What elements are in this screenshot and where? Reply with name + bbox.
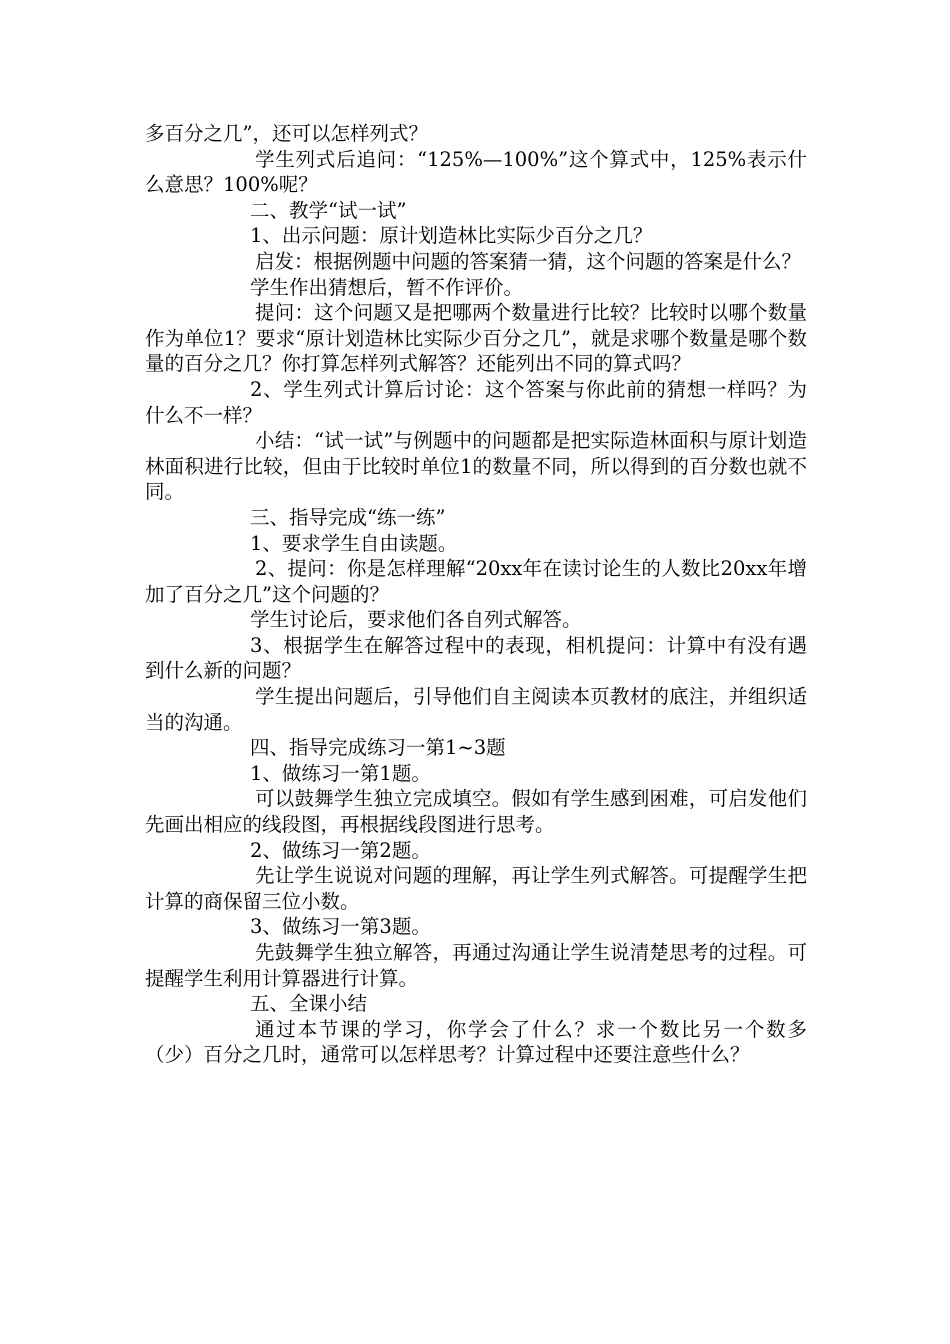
paragraph-exercise-2-note: 先让学生说说对问题的理解，再让学生列式解答。可提醒学生把计算的商保留三位小数。 xyxy=(145,864,807,913)
paragraph-continuation: 多百分之几”，还可以怎样列式？ xyxy=(145,122,428,145)
paragraph-read: 1、要求学生自由读题。 xyxy=(250,531,458,555)
paragraph-exercise-3: 3、做练习一第3题。 xyxy=(250,915,431,939)
section-heading-3: 三、指导完成“练一练” xyxy=(250,505,446,529)
section-heading-4: 四、指导完成练习一第1~3题 xyxy=(250,736,506,760)
paragraph-lesson-summary: 通过本节课的学习，你学会了什么？求一个数比另一个数多（少）百分之几时，通常可以怎样思考？计算过程中还要注意些什么？ xyxy=(145,1017,807,1067)
paragraph-discussion: 2、学生列式计算后讨论：这个答案与你此前的猜想一样吗？为什么不一样？ xyxy=(145,377,807,427)
paragraph-solve: 学生讨论后，要求他们各自列式解答。 xyxy=(250,608,582,632)
paragraph-guess: 学生作出猜想后，暂不作评价。 xyxy=(250,275,524,299)
paragraph-question: 提问：这个问题又是把哪两个数量进行比较？比较时以哪个数量作为单位1？要求“原计划造林比实际少百分之几”，就是求哪个数量是哪个数量的百分之几？你打算怎样列式解答？还能列出不同的算式吗？ xyxy=(145,301,807,376)
paragraph-exercise-1-note: 可以鼓舞学生独立完成填空。假如有学生感到困难，可启发他们先画出相应的线段图，再根据线段图进行思考。 xyxy=(145,787,807,837)
paragraph-footnote: 学生提出问题后，引导他们自主阅读本页教材的底注，并组织适当的沟通。 xyxy=(145,685,807,734)
section-heading-5: 五、全课小结 xyxy=(250,992,368,1016)
paragraph-ask: 2、提问：你是怎样理解“20xx年在读讨论生的人数比20xx年增加了百分之几”这个问题的？ xyxy=(145,557,807,606)
paragraph-summary: 小结：“试一试”与例题中的问题都是把实际造林面积与原计划造林面积进行比较，但由于比较时单位1的数量不同，所以得到的百分数也就不同。 xyxy=(145,429,807,504)
paragraph-exercise-2: 2、做练习一第2题。 xyxy=(250,838,431,862)
paragraph-exercise-3-note: 先鼓舞学生独立解答，再通过沟通让学生说清楚思考的过程。可提醒学生利用计算器进行计算。 xyxy=(145,941,807,990)
paragraph-show-problem: 1、出示问题：原计划造林比实际少百分之几？ xyxy=(250,224,653,248)
paragraph-exercise-1: 1、做练习一第1题。 xyxy=(250,761,431,785)
section-heading-2: 二、教学“试一试” xyxy=(250,198,407,222)
paragraph-inspire: 启发：根据例题中问题的答案猜一猜，这个问题的答案是什么？ xyxy=(255,249,802,273)
document-body xyxy=(145,121,807,1068)
paragraph-follow-up-question: 学生列式后追问：“125%—100%”这个算式中，125%表示什么意思？100%呢？ xyxy=(145,147,807,197)
paragraph-follow-up: 3、根据学生在解答过程中的表现，相机提问：计算中有没有遇到什么新的问题？ xyxy=(145,633,807,683)
